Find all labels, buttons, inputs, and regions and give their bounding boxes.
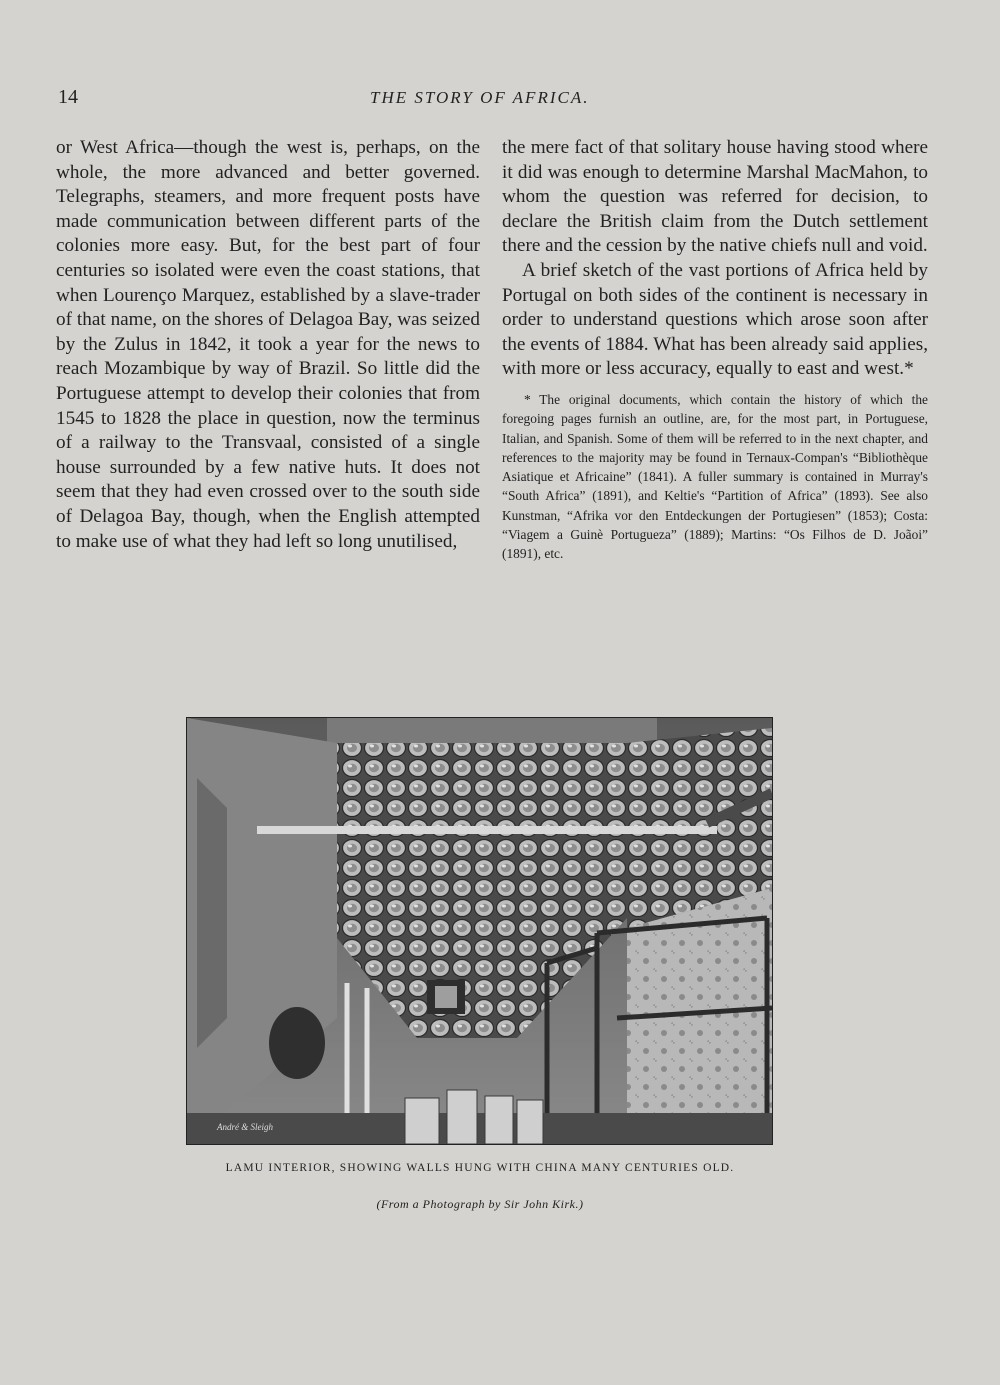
right-column <box>502 136 928 564</box>
right-paragraph-2: A brief sketch of the vast portions of Africa held by Portugal on both sides of the continent is necessary in order to understand questions which arose soon after the events of 1884. What has been already said applies, with more or less accuracy, equally to east and west.* <box>502 259 928 380</box>
left-paragraph-1: or West Africa—though the west is, perhaps, on the whole, the more advanced and better governed. Telegraphs, steamers, and more frequent posts have made communication between different parts of the colonies more easy. But, for the best part of four centuries so isolated were even the coast stations, that when Lourenço Marquez, established by a slave-trader of that name, on the shores of Delagoa Bay, was seized by the Zulus in 1842, it took a year for the news to reach Mozambique by way of Brazil. So little did the Portuguese attempt to develop their colonies that from 1545 to 1828 the place in question, now the terminus of a railway to the Transvaal, consisted of a single house surrounded by a few native huts. It does not seem that they had even crossed over to the south side of Delagoa Bay, though, when the English attempted to make use of what they had left so long unutilised, <box>56 137 480 552</box>
running-head: THE STORY OF AFRICA. <box>370 88 590 107</box>
figure-caption: LAMU INTERIOR, SHOWING WALLS HUNG WITH CHINA MANY CENTURIES OLD. <box>225 1162 735 1174</box>
page-number: 14 <box>58 86 78 108</box>
photo-credit: (From a Photograph by Sir John Kirk.) <box>376 1197 584 1211</box>
photograph-plate <box>186 717 773 1145</box>
right-paragraph-1: the mere fact of that solitary house having stood where it did was enough to determine Marshal MacMahon, to whom the question was referred for decision, to declare the British claim from the Dutch settlement there and the cession by the native chiefs null and void. <box>502 137 928 257</box>
engraver-mark: André & Sleigh <box>217 1122 273 1132</box>
left-column <box>56 136 480 554</box>
room-interior-image <box>187 718 772 1144</box>
footnote: * The original documents, which contain the history of which the foregoing pages furnish an outline, are, for the most part, in Portuguese, Italian, and Spanish. Some of them will be referred to in the next chapter, and references to the majority may be found in Ternaux-Compan's “Bibliothèque Asiatique et Africaine” (1841). A fuller summary is contained in Murray's “South Africa” (1891), and Keltie's “Partition of Africa” (1893). See also Kunstman, “Afrika vor den Entdeckungen der Portugiesen” (1853); Costa: “Viagem a Guinè Portugueza” (1889); Martins: “Os Filhos de D. Joãoi” (1891), etc. <box>502 391 928 562</box>
